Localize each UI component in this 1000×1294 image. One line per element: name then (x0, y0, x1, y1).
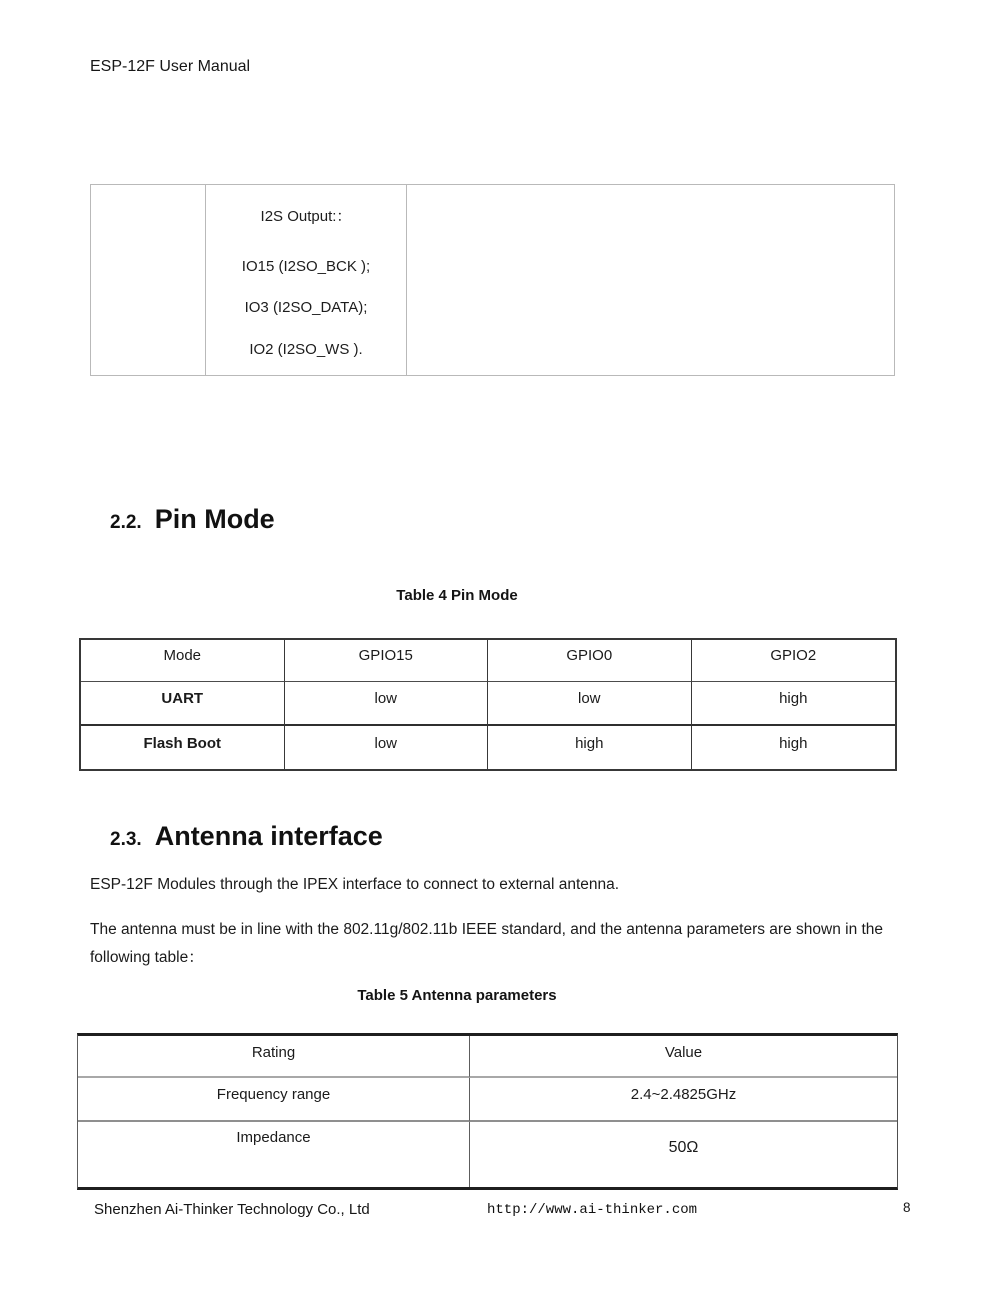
i2s-table-empty-cell-right (407, 185, 894, 375)
i2s-output-label: I2S Output:： (260, 208, 352, 225)
pin-table-cell-flashboot-mode: Flash Boot (81, 726, 285, 769)
antenna-table-cell-impedance-value: 50Ω (668, 1139, 699, 1156)
table4-caption: Table 4 Pin Mode (396, 587, 518, 604)
antenna-table-header-rating: Rating (78, 1036, 470, 1078)
pin-table-header-gpio2: GPIO2 (692, 640, 896, 682)
antenna-paragraph-1: ESP-12F Modules through the IPEX interface to connect to external antenna. (90, 876, 620, 893)
pin-mode-table (79, 638, 897, 771)
antenna-table-header-value: Value (470, 1036, 897, 1078)
document-header-title: ESP-12F User Manual (90, 58, 251, 75)
section-number-2-3: 2.3. (110, 829, 142, 850)
section-heading-antenna-interface (110, 821, 383, 852)
antenna-paragraph-2: The antenna must be in line with the 802.11g/802.11b IEEE standard, and the antenna parameters are shown in the following table： (90, 921, 884, 966)
i2s-pin-io3: IO3 (I2SO_DATA); (244, 299, 368, 316)
section-title-pin-mode: Pin Mode (154, 504, 275, 534)
i2s-table-content-cell (206, 185, 407, 375)
table5-caption: Table 5 Antenna parameters (357, 987, 557, 1004)
pin-table-cell-flashboot-gpio2: high (779, 735, 808, 752)
pin-table-cell-uart-gpio0: low (488, 682, 692, 726)
section-heading-pin-mode (110, 504, 275, 535)
pin-table-header-mode: Mode (81, 640, 285, 682)
i2s-table-empty-cell-left (91, 185, 206, 375)
pin-table-cell-flashboot-gpio15: low (285, 726, 489, 769)
antenna-parameters-table (77, 1033, 898, 1190)
pin-table-cell-uart-mode: UART (81, 682, 285, 726)
pin-table-cell-uart-gpio2: high (692, 682, 896, 726)
footer-company-name: Shenzhen Ai-Thinker Technology Co., Ltd (94, 1201, 370, 1218)
footer-website-link[interactable]: http://www.ai-thinker.com (487, 1202, 698, 1218)
i2s-pin-io15: IO15 (I2SO_BCK ); (241, 258, 371, 275)
i2s-pin-io2: IO2 (I2SO_WS ). (249, 341, 363, 358)
footer-page-number: 8 (903, 1200, 911, 1215)
pin-table-cell-flashboot-gpio0: high (488, 726, 692, 769)
section-title-antenna-interface: Antenna interface (154, 821, 383, 851)
antenna-table-cell-impedance-label: Impedance (78, 1122, 470, 1187)
pin-table-cell-uart-gpio15: low (285, 682, 489, 726)
pin-table-header-gpio0: GPIO0 (488, 640, 692, 682)
section-number-2-2: 2.2. (110, 512, 142, 533)
pin-table-header-gpio15: GPIO15 (285, 640, 489, 682)
i2s-output-table (90, 184, 895, 376)
antenna-table-cell-frequency-value: 2.4~2.4825GHz (470, 1078, 897, 1122)
antenna-table-cell-frequency-label: Frequency range (78, 1078, 470, 1122)
